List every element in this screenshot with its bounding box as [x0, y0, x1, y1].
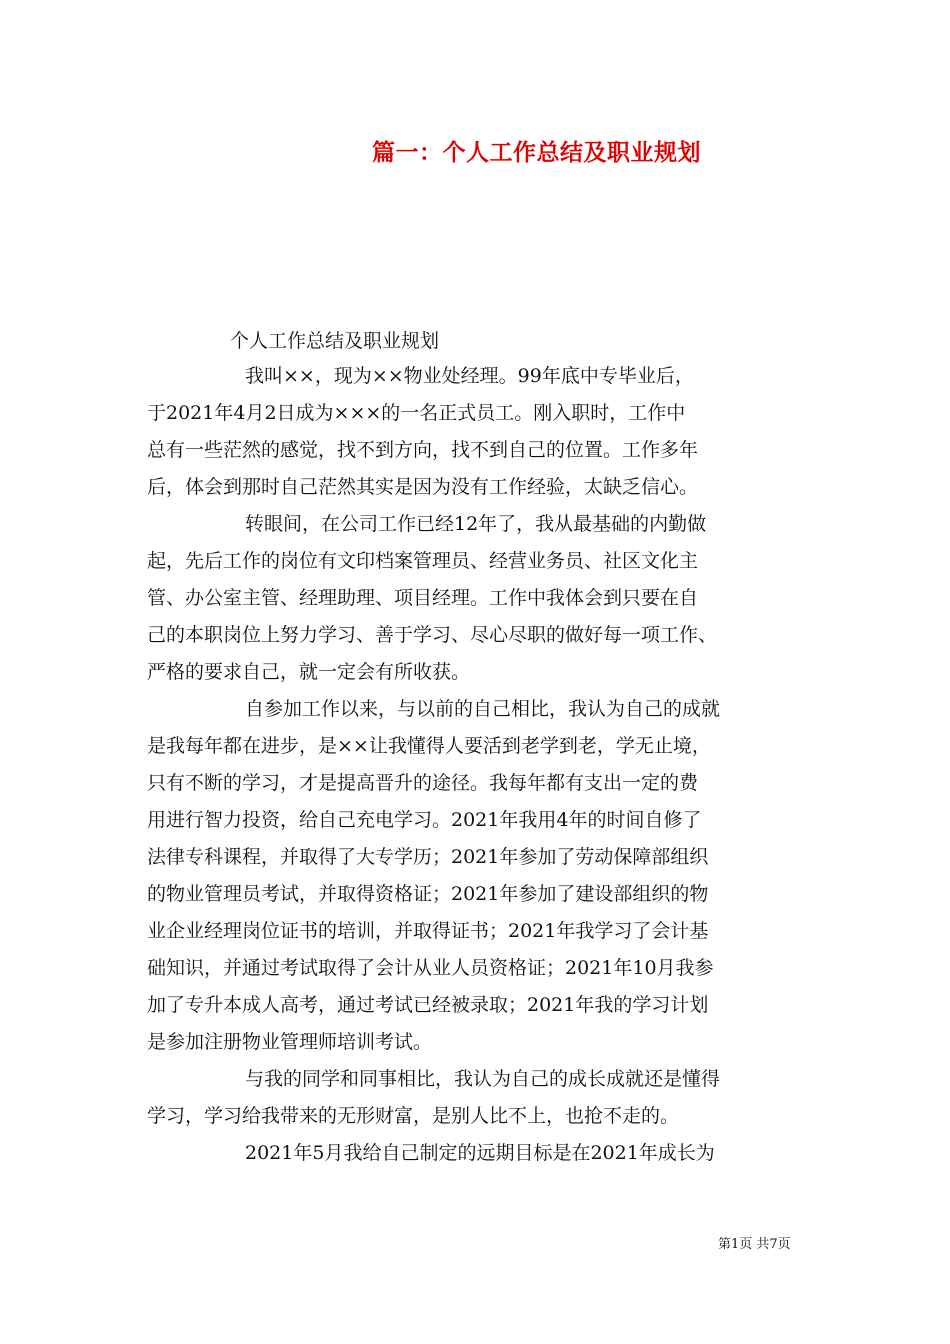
body-line: 我叫××，现为××物业处经理。99年底中专毕业后， [245, 365, 694, 387]
body-line: 自参加工作以来，与以前的自己相比，我认为自己的成就 [245, 698, 721, 720]
body-line: 学习，学习给我带来的无形财富，是别人比不上，也抢不走的。 [147, 1105, 680, 1127]
body-line: 管、办公室主管、经理助理、项目经理。工作中我体会到只要在自 [147, 587, 699, 609]
body-line: 是参加注册物业管理师培训考试。 [147, 1031, 433, 1053]
document-title: 篇一：个人工作总结及职业规划 [372, 139, 701, 166]
body-line: 总有一些茫然的感觉，找不到方向，找不到自己的位置。工作多年 [147, 439, 699, 461]
body-line: 用进行智力投资，给自己充电学习。2021年我用4年的时间自修了 [147, 809, 702, 831]
body-line: 转眼间，在公司工作已经12年了，我从最基础的内勤做 [245, 513, 707, 535]
body-line: 于2021年4月2日成为×××的一名正式员工。刚入职时，工作中 [147, 402, 686, 424]
body-line: 法律专科课程，并取得了大专学历；2021年参加了劳动保障部组织 [147, 846, 709, 868]
body-line: 只有不断的学习，才是提高晋升的途径。我每年都有支出一定的费 [147, 772, 699, 794]
body-line: 起，先后工作的岗位有文印档案管理员、经营业务员、社区文化主 [147, 550, 699, 572]
body-line: 的物业管理员考试，并取得资格证；2021年参加了建设部组织的物 [147, 883, 709, 905]
body-line: 严格的要求自己，就一定会有所收获。 [147, 661, 471, 683]
body-line: 后，体会到那时自己茫然其实是因为没有工作经验，太缺乏信心。 [147, 476, 699, 498]
body-line: 己的本职岗位上努力学习、善于学习、尽心尽职的做好每一项工作、 [147, 624, 718, 646]
body-line: 2021年5月我给自己制定的远期目标是在2021年成长为 [245, 1142, 715, 1164]
body-line: 加了专升本成人高考，通过考试已经被录取；2021年我的学习计划 [147, 994, 709, 1016]
body-line: 业企业经理岗位证书的培训，并取得证书；2021年我学习了会计基 [147, 920, 709, 942]
document-subtitle: 个人工作总结及职业规划 [230, 330, 440, 352]
page-footer: 第1页 共7页 [718, 1237, 791, 1252]
body-line: 与我的同学和同事相比，我认为自己的成长成就还是懂得 [245, 1068, 721, 1090]
body-line: 是我每年都在进步，是××让我懂得人要活到老学到老，学无止境， [147, 735, 711, 757]
body-line: 础知识，并通过考试取得了会计从业人员资格证；2021年10月我参 [147, 957, 714, 979]
